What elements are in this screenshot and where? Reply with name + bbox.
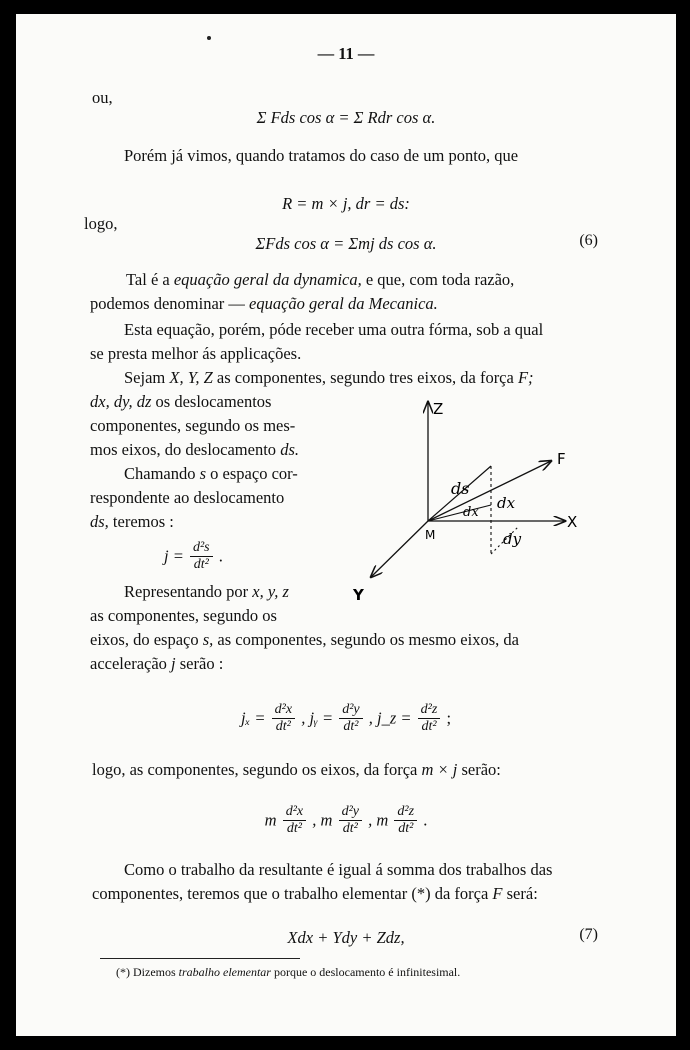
y-axis bbox=[371, 521, 428, 577]
equation-j: j = $\frac{\text{d²s}}{\text{dt²}}$ . bbox=[164, 540, 223, 572]
para-chamando-line-1: Chamando s o espaço cor- bbox=[124, 464, 298, 483]
label-m: M bbox=[425, 528, 436, 542]
para-sejam-line-3: componentes, segundo os mes- bbox=[90, 416, 296, 435]
para-como-line-2: componentes, teremos que o trabalho elementar (*) da força F será: bbox=[92, 884, 538, 903]
para-tal-line-2: podemos denominar — equação geral da Mecanica. bbox=[90, 294, 438, 313]
para-como-line-1: Como o trabalho da resultante é igual á somma dos trabalhos das bbox=[124, 860, 553, 879]
page-number: — 11 — bbox=[317, 44, 375, 63]
equation-force-components: m $\frac{\text{d²x}}{\text{dt²}}$ , m $\frac{\text{d²y}}{\text{dt²}}$ , m $\frac{\text{d²z}}{\text{dt²}}$ . bbox=[264, 804, 428, 836]
para-esta-line-2: se presta melhor ás applicações. bbox=[90, 344, 302, 363]
label-dy: dy bbox=[503, 530, 522, 548]
equation-acceleration: jₓ = $\frac{\text{d²x}}{\text{dt²}}$ , jᵧ = $\frac{\text{d²y}}{\text{dt²}}$ , j_z = $\frac{\text{d²z}}{\text{dt²}}$ ; bbox=[240, 702, 452, 734]
text-ou: ou, bbox=[92, 88, 113, 107]
force-vector-f bbox=[428, 461, 551, 521]
text-logo-1: logo, bbox=[84, 214, 118, 233]
para-repr-line-2: as componentes, segundo os bbox=[90, 606, 277, 625]
book-page bbox=[16, 14, 676, 1036]
equation-6-number: (6) bbox=[579, 232, 598, 249]
label-x: X bbox=[567, 513, 578, 531]
para-chamando-line-3: ds, teremos : bbox=[90, 512, 174, 531]
label-f: F bbox=[557, 450, 566, 468]
para-chamando-line-2: respondente ao deslocamento bbox=[90, 488, 285, 507]
para-esta-line-1: Esta equação, porém, póde receber uma outra fórma, sob a qual bbox=[124, 320, 544, 339]
label-dx: dx bbox=[497, 494, 516, 512]
footnote-rule bbox=[100, 958, 300, 959]
equation-7-number: (7) bbox=[579, 926, 598, 943]
para-logo-2: logo, as componentes, segundo os eixos, da força m × j serão: bbox=[92, 760, 501, 779]
para-tal-line-1: Tal é a equação geral da dynamica, e que, com toda razão, bbox=[126, 270, 515, 289]
label-ds: ds bbox=[451, 479, 470, 498]
axes-figure bbox=[351, 384, 611, 609]
para-repr-line-1: Representando por x, y, z bbox=[124, 582, 289, 601]
label-y: Y bbox=[353, 586, 364, 604]
equation-1: Σ Fds cos α = Σ Rdr cos α. bbox=[256, 108, 436, 127]
equation-7: Xdx + Ydy + Zdz, bbox=[287, 928, 405, 947]
equation-6: ΣFds cos α = Σmj ds cos α. bbox=[255, 234, 437, 253]
para-repr-line-3: eixos, do espaço s, as componentes, segundo os mesmo eixos, da bbox=[90, 630, 519, 649]
ink-dot bbox=[207, 36, 211, 40]
equation-2: R = m × j, dr = ds: bbox=[282, 194, 410, 213]
para-porem: Porém já vimos, quando tratamos do caso de um ponto, que bbox=[124, 146, 519, 165]
para-sejam-line-2: dx, dy, dz os deslocamentos bbox=[90, 392, 272, 411]
footnote: (*) Dizemos trabalho elementar porque o deslocamento é infinitesimal. bbox=[116, 965, 461, 979]
label-z: Z bbox=[433, 400, 444, 418]
para-sejam-line-1: Sejam X, Y, Z as componentes, segundo tres eixos, da força F; bbox=[124, 368, 534, 387]
para-repr-line-4: acceleração j serão : bbox=[90, 654, 224, 673]
para-sejam-line-4: mos eixos, do deslocamento ds. bbox=[90, 440, 299, 459]
label-dx-slant: dx bbox=[463, 505, 479, 520]
